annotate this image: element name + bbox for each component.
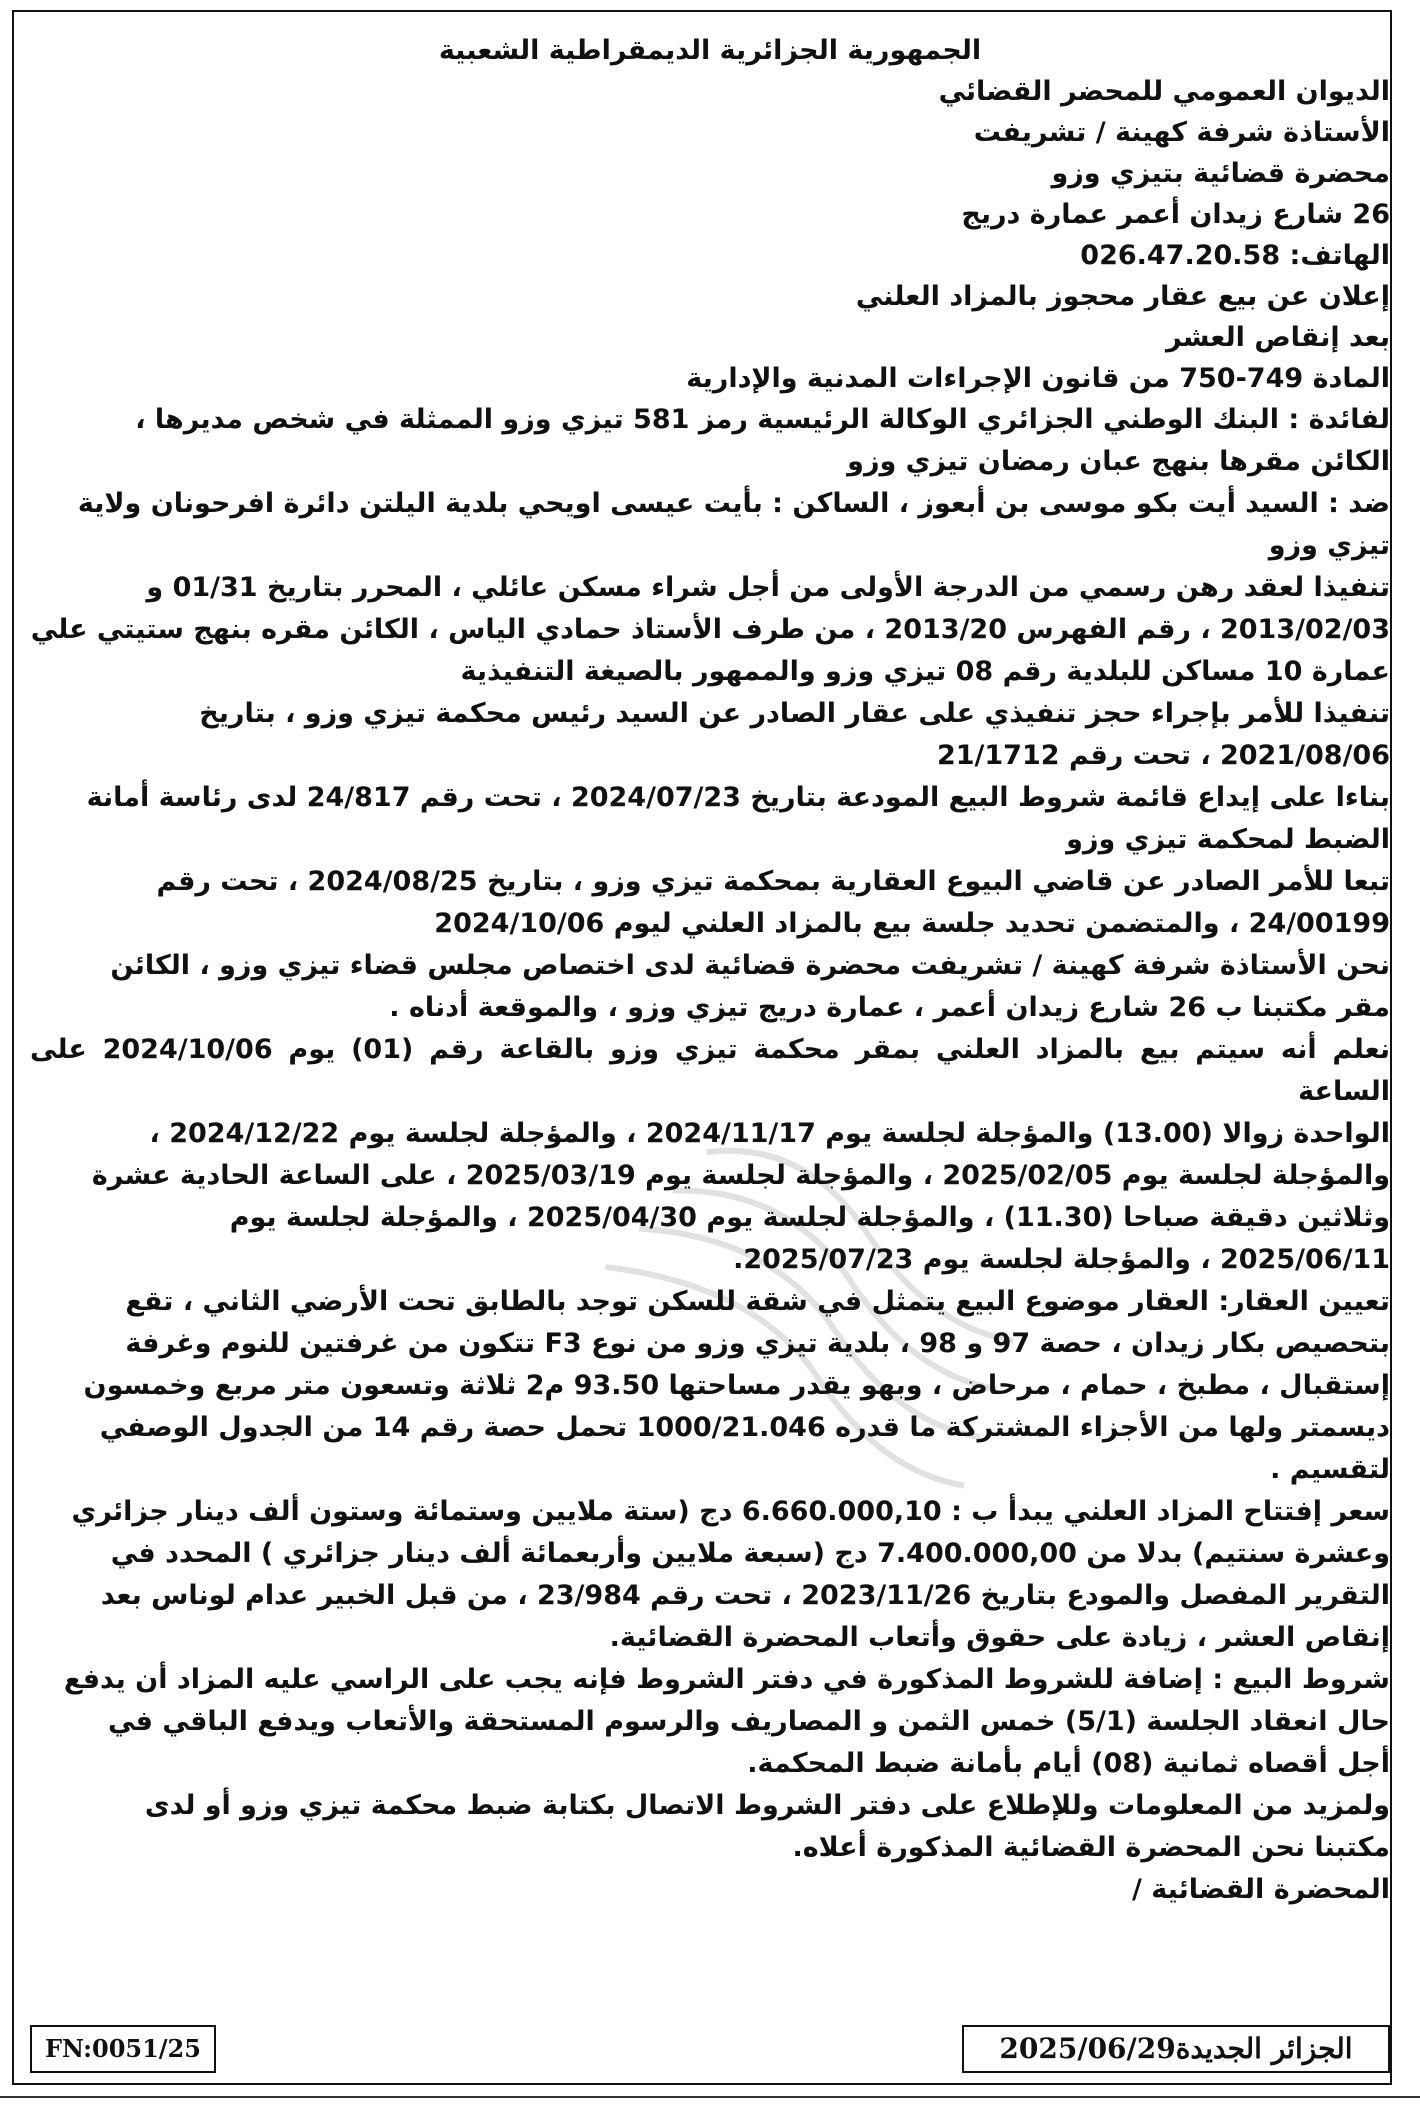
paragraph-line: إستقبال ، مطبخ ، حمام ، مرحاض ، وبهو يقدر مساحتها 93.50 م2 ثلاثة وتسعون متر مربع وخمسون xyxy=(83,1370,1390,1401)
office-address: 26 شارع زيدان أعمر عمارة دريج xyxy=(961,199,1390,230)
notice-paragraph xyxy=(30,1491,1390,1659)
paragraph-line: عمارة 10 مساكن للبلدية رقم 08 تيزي وزو والممهور بالصيغة التنفيذية xyxy=(460,656,1390,687)
bottom-divider xyxy=(0,2096,1420,2098)
notice-paragraph xyxy=(30,1281,1390,1491)
phone-line xyxy=(30,235,1390,276)
notice-paragraph xyxy=(30,1659,1390,1785)
notice-paragraph xyxy=(30,399,1390,483)
office-place: محضرة قضائية بتيزي وزو xyxy=(1051,158,1390,189)
paragraph-line: حال انعقاد الجلسة (5/1) خمس الثمن و المصاريف والرسوم المستحقة والأتعاب ويدفع الباقي في xyxy=(107,1706,1390,1737)
paragraph-line: التقرير المفصل والمودع بتاريخ 2023/11/26 ، تحت رقم 23/984 ، من قبل الخبير عدام لوناس بعد xyxy=(100,1580,1390,1611)
office-name: الديوان العمومي للمحضر القضائي xyxy=(938,76,1390,107)
phone-label: الهاتف: xyxy=(1289,240,1390,271)
paragraph-line: تعيين العقار: العقار موضوع البيع يتمثل في شقة للسكن توجد بالطابق تحت الأرضي الثاني ، تقع xyxy=(125,1286,1390,1317)
paragraph-line: وثلاثين دقيقة صباحا (11.30) ، والمؤجلة لجلسة يوم 2025/04/30 ، والمؤجلة لجلسة يوم xyxy=(229,1202,1390,1233)
paragraph-line: تبعا للأمر الصادر عن قاضي البيوع العقارية بمحكمة تيزي وزو ، بتاريخ 2024/08/25 ، تحت رقم xyxy=(156,866,1390,897)
phone-number: 026.47.20.58 xyxy=(1080,240,1281,271)
notice-paragraph xyxy=(30,777,1390,861)
notice-body xyxy=(30,399,1390,1869)
notice-paragraph xyxy=(30,1785,1390,1869)
paragraph-line: بناءا على إيداع قائمة شروط البيع المودعة بتاريخ 2024/07/23 ، تحت رقم 24/817 لدى رئاسة أمانة xyxy=(86,782,1390,813)
notice-paragraph xyxy=(30,1029,1390,1281)
notice-paragraph xyxy=(30,945,1390,1029)
paragraph-line: نعلم أنه سيتم بيع بالمزاد العلني بمقر محكمة تيزي وزو بالقاعة رقم (01) يوم 2024/10/06 على الساعة xyxy=(30,1034,1390,1107)
paragraph-line: 24/00199 ، والمتضمن تحديد جلسة بيع بالمزاد العلني ليوم 2024/10/06 xyxy=(434,908,1390,939)
legal-basis: المادة 749-750 من قانون الإجراءات المدنية والإدارية xyxy=(686,363,1390,394)
paragraph-line: الكائن مقرها بنهج عبان رمضان تيزي وزو xyxy=(847,446,1390,477)
paragraph-line: مقر مكتبنا ب 26 شارع زيدان أعمر ، عمارة دريج تيزي وزو ، والموقعة أدناه . xyxy=(389,992,1390,1023)
paragraph-line: تنفيذا للأمر بإجراء حجز تنفيذي على عقار الصادر عن السيد رئيس محكمة تيزي وزو ، بتاريخ xyxy=(199,698,1390,729)
paragraph-line: 2013/02/03 ، رقم الفهرس 2013/20 ، من طرف الأستاذ حمادي الياس ، الكائن مقره بنهج ستيتي علي xyxy=(30,614,1390,645)
footer xyxy=(30,2025,1390,2077)
paragraph-line: سعر إفتتاح المزاد العلني يبدأ ب : 6.660.000,10 دج (ستة ملايين وستمائة وستون ألف دينار جزائري xyxy=(71,1496,1390,1527)
paragraph-line: 2021/08/06 ، تحت رقم 21/1712 xyxy=(936,740,1390,771)
notice-paragraph xyxy=(30,693,1390,777)
paragraph-line: بتحصيص بكار زيدان ، حصة 97 و 98 ، بلدية تيزي وزو من نوع F3 تتكون من غرفتين للنوم وغرفة xyxy=(125,1328,1390,1359)
paragraph-line: تيزي وزو xyxy=(1268,530,1390,561)
file-number-box: FN:0051/25 xyxy=(30,2025,216,2073)
notice-paragraph xyxy=(30,567,1390,693)
paragraph-line: شروط البيع : إضافة للشروط المذكورة في دفتر الشروط فإنه يجب على الراسي عليه المزاد أن يدفع xyxy=(63,1664,1390,1695)
paragraph-line: إنقاص العشر ، زيادة على حقوق وأتعاب المحضرة القضائية. xyxy=(609,1622,1390,1653)
paragraph-line: ديسمتر ولها من الأجزاء المشتركة ما قدره 1000/21.046 تحمل حصة رقم 14 من الجدول الوصفي xyxy=(99,1412,1390,1443)
paragraph-line: الضبط لمحكمة تيزي وزو xyxy=(1066,824,1390,855)
paragraph-line: ولمزيد من المعلومات وللإطلاع على دفتر الشروط الاتصال بكتابة ضبط محكمة تيزي وزو أو لدى xyxy=(144,1790,1390,1821)
notice-paragraph xyxy=(30,861,1390,945)
paragraph-line: مكتبنا نحن المحضرة القضائية المذكورة أعلاه. xyxy=(792,1832,1390,1863)
notice-title: إعلان عن بيع عقار محجوز بالمزاد العلني xyxy=(855,281,1390,312)
notice-paragraph xyxy=(30,483,1390,567)
paragraph-line: لتقسيم . xyxy=(1270,1454,1390,1485)
paragraph-line: ضد : السيد أيت بكو موسى بن أبعوز ، الساكن : بأيت عيسى اويحي بلدية اليلتن دائرة افرحونان ولاية xyxy=(77,488,1390,519)
bailiff-name: الأستاذة شرفة كهينة / تشريفت xyxy=(973,117,1390,148)
paragraph-line: لفائدة : البنك الوطني الجزائري الوكالة الرئيسية رمز 581 تيزي وزو الممثلة في شخص مديرها ، xyxy=(135,404,1390,435)
paragraph-line: تنفيذا لعقد رهن رسمي من الدرجة الأولى من أجل شراء مسكن عائلي ، المحرر بتاريخ 01/31 و xyxy=(146,572,1390,603)
newspaper-date-box: الجزائر الجديدة2025/06/29 xyxy=(962,2025,1390,2073)
notice-subtitle: بعد إنقاص العشر xyxy=(1166,322,1390,353)
paragraph-line: الواحدة زوالا (13.00) والمؤجلة لجلسة يوم 2024/11/17 ، والمؤجلة لجلسة يوم 2024/12/22 ، xyxy=(149,1118,1390,1149)
paragraph-line: وعشرة سنتيم) بدلا من 7.400.000,00 دج (سبعة ملايين وأربعمائة ألف دينار جزائري ) المحدد في xyxy=(110,1538,1390,1569)
paragraph-line: والمؤجلة لجلسة يوم 2025/02/05 ، والمؤجلة لجلسة يوم 2025/03/19 ، على الساعة الحادية عشرة xyxy=(91,1160,1390,1191)
paragraph-line: أجل أقصاه ثمانية (08) أيام بأمانة ضبط المحكمة. xyxy=(747,1748,1390,1779)
paragraph-line: 2025/06/11 ، والمؤجلة لجلسة يوم 2025/07/23. xyxy=(733,1244,1390,1275)
notice-content xyxy=(30,30,1390,1910)
paragraph-line: نحن الأستاذة شرفة كهينة / تشريفت محضرة قضائية لدى اختصاص مجلس قضاء تيزي وزو ، الكائن xyxy=(110,950,1390,981)
signature: المحضرة القضائية / xyxy=(1131,1874,1390,1905)
republic-heading: الجمهورية الجزائرية الديمقراطية الشعبية xyxy=(438,35,982,66)
